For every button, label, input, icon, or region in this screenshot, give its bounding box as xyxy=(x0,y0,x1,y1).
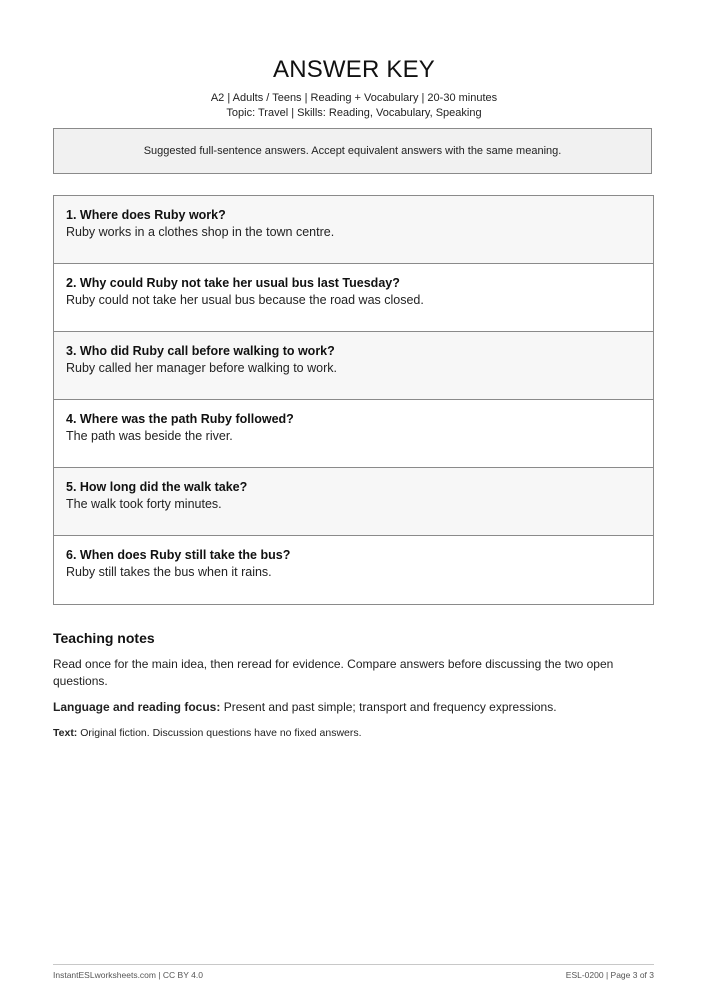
text-source-label: Text: xyxy=(53,727,78,739)
instructions-text: Suggested full-sentence answers. Accept equivalent answers with the same meaning. xyxy=(143,145,562,157)
answer-text: Ruby called her manager before walking to work. xyxy=(66,361,337,375)
language-focus-line xyxy=(53,699,653,716)
teaching-notes-heading: Teaching notes xyxy=(53,630,155,646)
language-focus-label: Language and reading focus: xyxy=(53,700,221,714)
answer-text: Ruby works in a clothes shop in the town centre. xyxy=(66,225,335,239)
footer-divider xyxy=(53,964,654,965)
footer-page-number: ESL-0200 | Page 3 of 3 xyxy=(565,970,654,980)
answer-table xyxy=(53,195,654,605)
answer-text: The path was beside the river. xyxy=(66,429,233,443)
answer-item xyxy=(54,196,653,264)
page-title: ANSWER KEY xyxy=(272,56,436,83)
text-source-line xyxy=(53,725,653,742)
question-text: 2. Why could Ruby not take her usual bus last Tuesday? xyxy=(66,276,400,290)
answer-item xyxy=(54,468,653,536)
question-text: 6. When does Ruby still take the bus? xyxy=(66,548,291,562)
answer-text: Ruby still takes the bus when it rains. xyxy=(66,565,272,579)
answer-item xyxy=(54,536,653,604)
answer-item xyxy=(54,332,653,400)
question-text: 1. Where does Ruby work? xyxy=(66,208,226,222)
question-text: 5. How long did the walk take? xyxy=(66,480,248,494)
answer-text: The walk took forty minutes. xyxy=(66,497,222,511)
answer-item xyxy=(54,264,653,332)
question-text: 4. Where was the path Ruby followed? xyxy=(66,412,294,426)
language-focus-text: Present and past simple; transport and frequency expressions. xyxy=(220,700,557,714)
topic-meta-line: Topic: Travel | Skills: Reading, Vocabulary, Speaking xyxy=(226,107,482,119)
teaching-notes-paragraph: Read once for the main idea, then reread for evidence. Compare answers before discussing the two open questions. xyxy=(53,657,614,688)
instructions-box xyxy=(53,128,652,174)
answer-text: Ruby could not take her usual bus because the road was closed. xyxy=(66,293,424,307)
footer-license: InstantESLworksheets.com | CC BY 4.0 xyxy=(53,970,203,980)
text-source-text: Original fiction. Discussion questions have no fixed answers. xyxy=(77,727,362,739)
answer-item xyxy=(54,400,653,468)
question-text: 3. Who did Ruby call before walking to work? xyxy=(66,344,335,358)
level-meta-line: A2 | Adults / Teens | Reading + Vocabulary | 20-30 minutes xyxy=(210,92,498,104)
